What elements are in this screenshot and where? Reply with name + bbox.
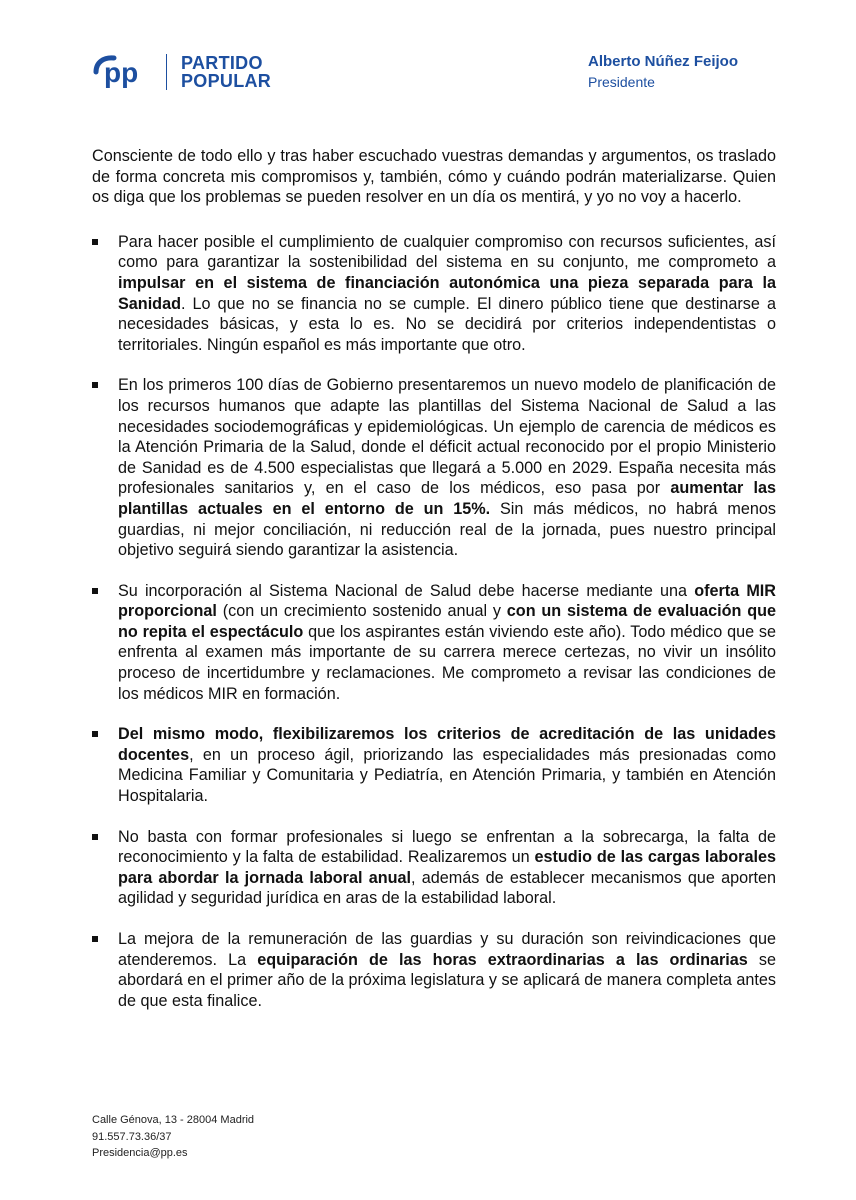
- text-run: La mejora de la remuneración de las guardias y su duración son reivindicaciones que atenderemos. La: [118, 930, 776, 969]
- list-item: [92, 232, 776, 356]
- commitment-list: [92, 232, 776, 1012]
- bullet-square-icon: [92, 834, 98, 840]
- list-item: [92, 724, 776, 806]
- letter-body: [92, 146, 776, 1031]
- text-run: , en un proceso ágil, priorizando las especialidades más presionadas como Medicina Familiar y Comunitaria y Pediatría, en Atención Primaria, y también en Atención Hospitalaria.: [118, 745, 776, 806]
- letterhead: [0, 0, 856, 110]
- bold-text: oferta MIR proporcional: [118, 581, 776, 621]
- logo-wordmark: [181, 54, 271, 90]
- logo-divider: [166, 54, 167, 90]
- bold-text: impulsar en el sistema de financiación autonómica una pieza separada para la Sanidad: [118, 273, 776, 313]
- list-item: [92, 581, 776, 705]
- text-run: No basta con formar profesionales si luego se enfrentan a la sobrecarga, la falta de reconocimiento y la falta de estabilidad. Realizaremos un: [118, 827, 776, 867]
- text-run: En los primeros 100 días de Gobierno presentaremos un nuevo modelo de planificación de los recursos humanos que adapte las plantillas del Sistema Nacional de Salud a las necesidades sociodemográficas y epidemiológicas. Un ejemplo de carencia de médicos es la Atención Primaria de la Salud, donde el déficit actual reconocido por el propio Ministerio de Sanidad es de 4.500 especialistas que llegará a 5.000 en 2029. España necesita más profesionales sanitarios y, en el caso de los médicos, eso pasa por: [118, 376, 776, 498]
- text-run: , además de establecer mecanismos que aporten agilidad y seguridad jurídica en aras de la estabilidad laboral.: [118, 868, 776, 908]
- footer-contact: [92, 1112, 254, 1162]
- signer-name: Alberto Núñez Feijoo: [588, 53, 738, 70]
- text-run: Sin más médicos, no habrá menos guardias, ni mejor conciliación, ni reducción real de la jornada, pues nuestro principal objetivo seguirá siendo garantizar la asistencia.: [118, 499, 776, 560]
- bold-text: equiparación de las horas extraordinarias a las ordinarias: [257, 950, 748, 969]
- bold-text: Del mismo modo, flexibilizaremos los criterios de acreditación de las unidades docentes: [118, 725, 776, 764]
- list-item: [92, 929, 776, 1011]
- intro-paragraph: Consciente de todo ello y tras haber escuchado vuestras demandas y argumentos, os traslado de forma concreta mis compromisos y, también, cómo y cuándo podrán materializarse. Quien os diga que los problemas se pueden resolver en un día os mentirá, y yo no voy a hacerlo.: [92, 147, 776, 207]
- bullet-square-icon: [92, 382, 98, 388]
- text-run: . Lo que no se financia no se cumple. El dinero público tiene que destinarse a necesidades básicas, y esta lo es. No se decidirá por criterios independentistas o territoriales. Ningún español es más importante que otro.: [118, 294, 776, 354]
- list-item: [92, 827, 776, 909]
- signer-role: Presidente: [588, 74, 655, 90]
- bullet-square-icon: [92, 588, 98, 594]
- pp-logo-icon: [92, 52, 158, 92]
- bullet-square-icon: [92, 731, 98, 737]
- footer-phone: 91.557.73.36/37: [92, 1130, 172, 1143]
- text-run: Su incorporación al Sistema Nacional de Salud debe hacerse mediante una: [118, 581, 695, 600]
- bold-text: estudio de las cargas laborales para abordar la jornada laboral anual: [118, 848, 776, 887]
- bullet-square-icon: [92, 936, 98, 942]
- text-run: Para hacer posible el cumplimiento de cualquier compromiso con recursos suficientes, así como para garantizar la sostenibilidad del sistema en su conjunto, me comprometo a: [118, 232, 776, 272]
- bullet-square-icon: [92, 239, 98, 245]
- bold-text: con un sistema de evaluación que no repita el espectáculo: [118, 602, 776, 641]
- logo-line-2: POPULAR: [181, 71, 272, 91]
- text-run: se abordará en el primer año de la próxima legislatura y se aplicará de manera completa antes de que esta finalice.: [118, 950, 777, 1010]
- list-item: [92, 375, 776, 560]
- footer-email: Presidencia@pp.es: [92, 1147, 188, 1159]
- logo-line-1: PARTIDO: [181, 53, 263, 73]
- footer-address: Calle Génova, 13 - 28004 Madrid: [92, 1114, 255, 1126]
- logo-mark-text: pp: [104, 57, 139, 88]
- bold-text: aumentar las plantillas actuales en el entorno de un 15%.: [118, 479, 776, 518]
- text-run: que los aspirantes están viviendo este año). Todo médico que se enfrenta al examen más importante de su carrera merece certezas, no vivir un insólito proceso de incertidumbre y reclamaciones. Me comprometo a revisar las condiciones de los médicos MIR en formación.: [118, 622, 777, 703]
- text-run: (con un crecimiento sostenido anual y: [216, 602, 507, 621]
- party-logo: [92, 52, 271, 92]
- signer-block: [588, 52, 738, 92]
